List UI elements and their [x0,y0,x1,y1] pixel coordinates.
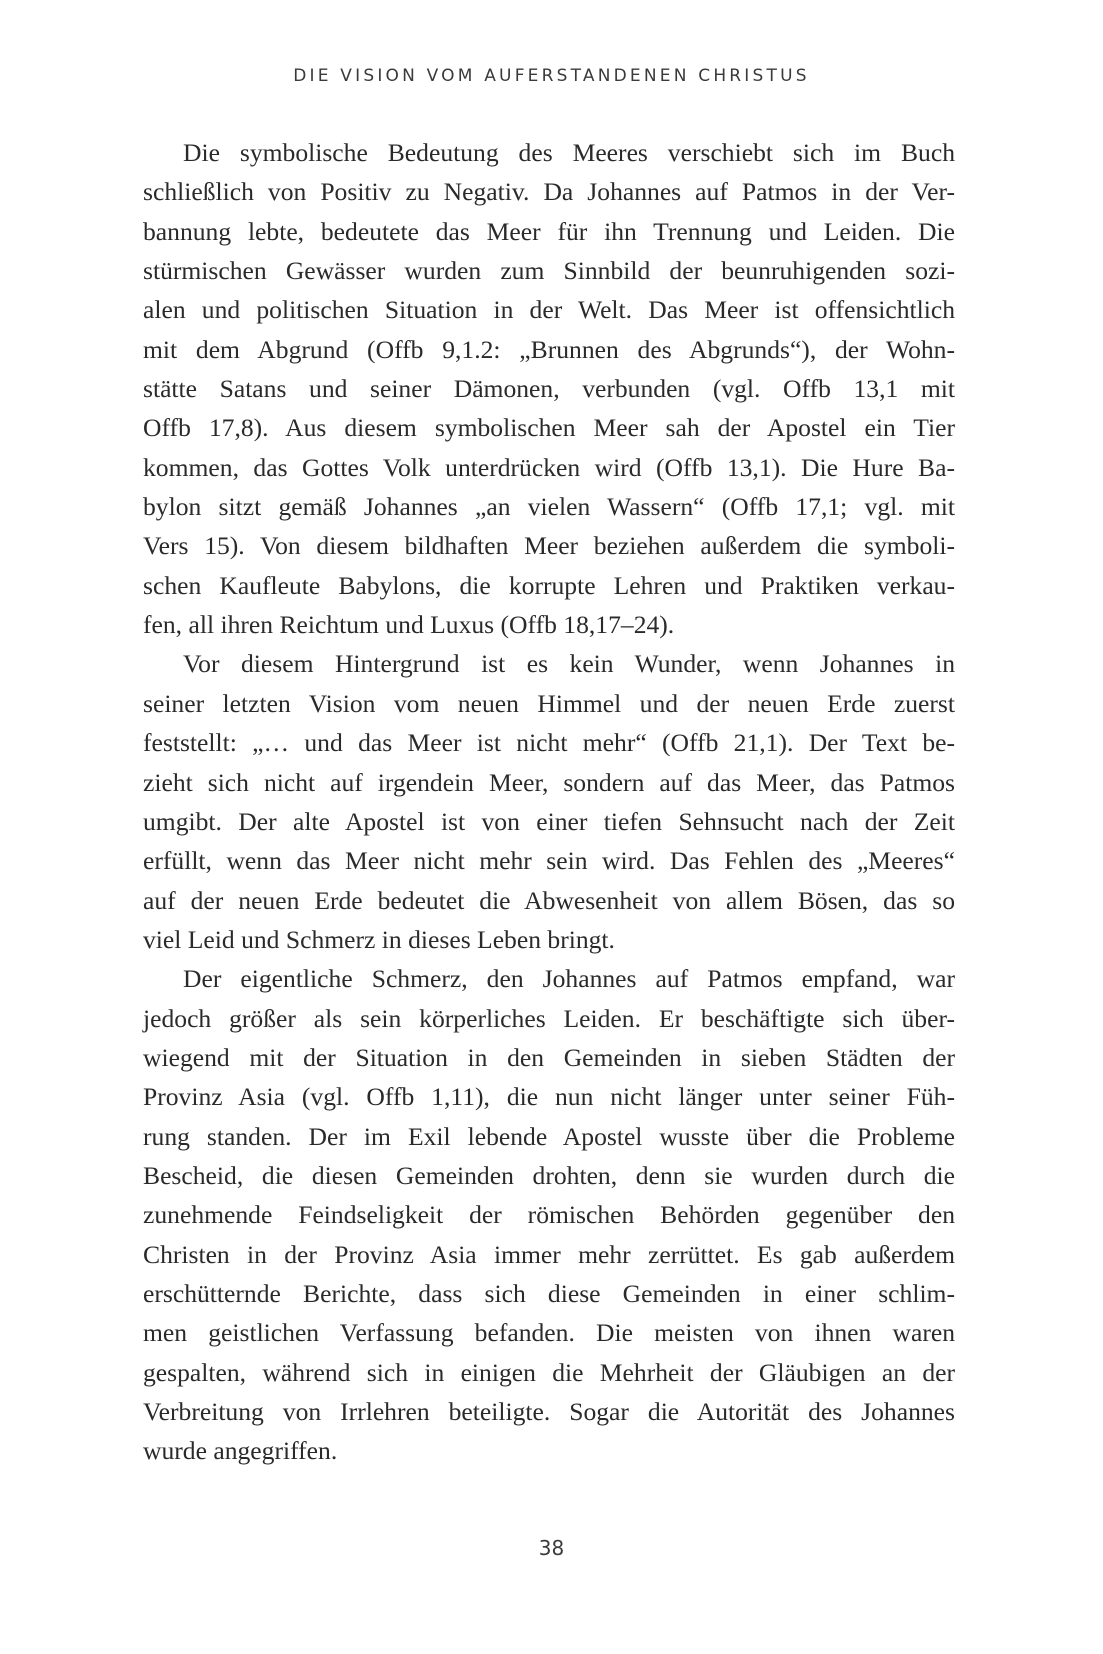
text-line: feststellt: „… und das Meer ist nicht mehr“ (Offb 21,1). Der Text be- [143,728,955,758]
text-line: Bescheid, die diesen Gemeinden drohten, denn sie wurden durch die [143,1160,955,1190]
text-line: gespalten, während sich in einigen die Mehrheit der Gläubigen an der [143,1357,955,1387]
page-number: 38 [538,1536,565,1560]
text-line: Provinz Asia (vgl. Offb 1,11), die nun nicht länger unter seiner Füh- [143,1082,955,1112]
body-text [143,133,955,1471]
text-line: Die symbolische Bedeutung des Meeres verschiebt sich im Buch [183,138,955,167]
text-line: men geistlichen Verfassung befanden. Die meisten von ihnen waren [143,1318,955,1348]
text-line: Vor diesem Hintergrund ist es kein Wunder, wenn Johannes in [183,649,955,679]
text-line: schließlich von Positiv zu Negativ. Da Johannes auf Patmos in der Ver- [143,177,955,207]
text-line: zieht sich nicht auf irgendein Meer, sondern auf das Meer, das Patmos [143,767,955,797]
running-head: DIE VISION VOM AUFERSTANDENEN CHRISTUS [293,66,810,86]
text-line: jedoch größer als sein körperliches Leiden. Er beschäftigte sich über- [143,1003,955,1033]
text-line: schen Kaufleute Babylons, die korrupte Lehren und Praktiken verkau- [143,570,955,600]
text-line: stürmischen Gewässer wurden zum Sinnbild der beunruhigenden sozi- [143,256,955,286]
text-line: alen und politischen Situation in der Welt. Das Meer ist offensichtlich [143,295,955,325]
text-line: rung standen. Der im Exil lebende Apostel wusste über die Probleme [143,1121,955,1151]
text-line: Vers 15). Von diesem bildhaften Meer beziehen außerdem die symboli- [143,531,955,561]
text-line: seiner letzten Vision vom neuen Himmel und der neuen Erde zuerst [143,688,955,718]
paragraph-3 [143,959,955,1470]
text-line: erschütternde Berichte, dass sich diese Gemeinden in einer schlim- [143,1278,955,1308]
text-line: kommen, das Gottes Volk unterdrücken wird (Offb 13,1). Die Hure Ba- [143,452,955,482]
text-line: wurde angegriffen. [143,1436,338,1466]
text-line: mit dem Abgrund (Offb 9,1.2: „Brunnen des Abgrunds“), der Wohn- [143,334,955,364]
paragraph-1 [143,133,955,644]
text-line: umgibt. Der alte Apostel ist von einer tiefen Sehnsucht nach der Zeit [143,806,955,836]
text-line: viel Leid und Schmerz in dieses Leben bringt. [143,924,615,954]
text-line: erfüllt, wenn das Meer nicht mehr sein wird. Das Fehlen des „Meeres“ [143,846,955,876]
text-line: Der eigentliche Schmerz, den Johannes auf Patmos empfand, war [183,964,955,994]
text-line: bylon sitzt gemäß Johannes „an vielen Wassern“ (Offb 17,1; vgl. mit [143,492,955,522]
text-line: auf der neuen Erde bedeutet die Abwesenheit von allem Bösen, das so [143,885,955,915]
text-line: stätte Satans und seiner Dämonen, verbunden (vgl. Offb 13,1 mit [143,374,955,404]
text-line: Christen in der Provinz Asia immer mehr zerrüttet. Es gab außerdem [143,1239,955,1269]
text-line: bannung lebte, bedeutete das Meer für ihn Trennung und Leiden. Die [143,216,955,246]
paragraph-2 [143,644,955,959]
text-line: zunehmende Feindseligkeit der römischen Behörden gegenüber den [143,1200,955,1230]
text-line: Verbreitung von Irrlehren beteiligte. Sogar die Autorität des Johannes [143,1397,955,1426]
text-line: wiegend mit der Situation in den Gemeinden in sieben Städten der [143,1042,955,1072]
text-line: fen, all ihren Reichtum und Luxus (Offb 18,17–24). [143,610,675,640]
text-line: Offb 17,8). Aus diesem symbolischen Meer sah der Apostel ein Tier [143,413,955,443]
